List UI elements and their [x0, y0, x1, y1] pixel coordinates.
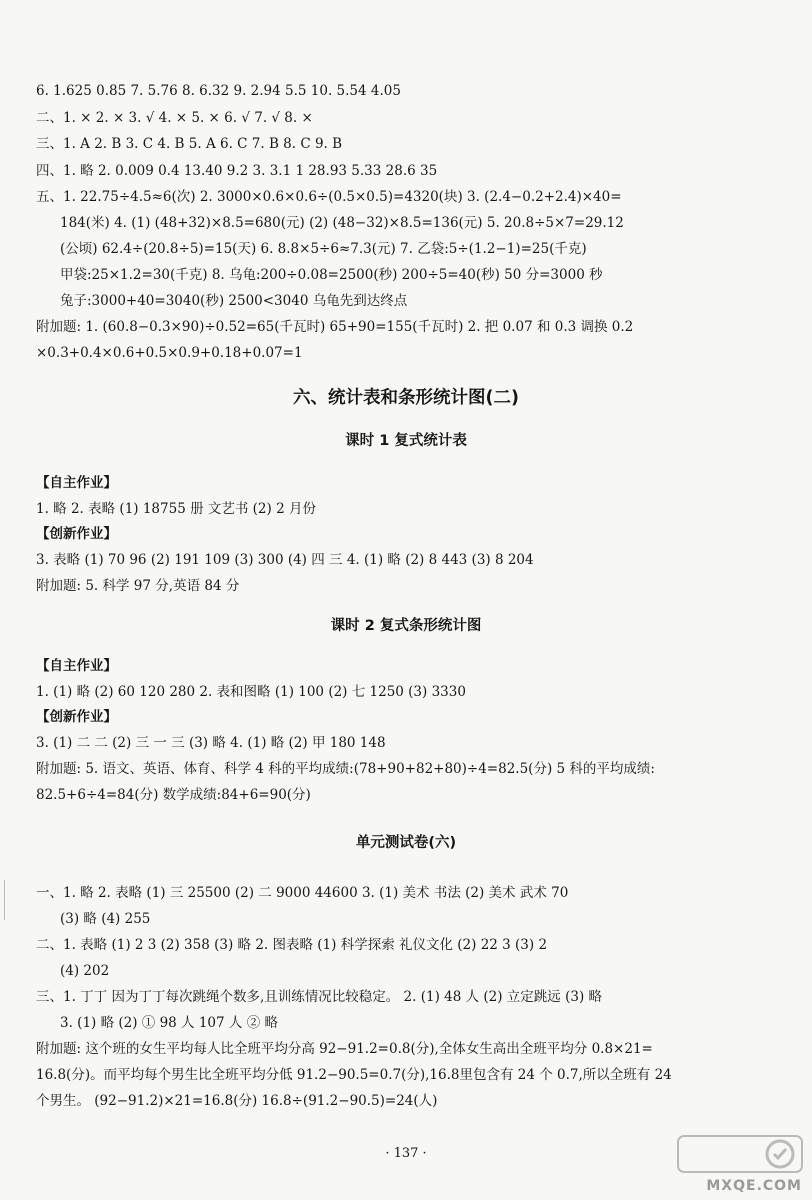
- answer-line: 附加题: 1. (60.8−0.3×90)÷0.52=65(千瓦时) 65+90=155(千瓦时) 2. 把 0.07 和 0.3 调换 0.2: [36, 319, 634, 335]
- section-title: 六、统计表和条形统计图(二): [293, 388, 519, 408]
- answer-line: 个男生。 (92−91.2)×21=16.8(分) 16.8÷(91.2−90.5)=24(人): [36, 1093, 438, 1109]
- answer-line: (公顷) 62.4÷(20.8÷5)=15(天) 6. 8.8×5÷6≈7.3(元) 7. 乙袋:5÷(1.2−1)=25(千克): [60, 241, 587, 257]
- answer-line: 附加题: 5. 语文、英语、体育、科学 4 科的平均成绩:(78+90+82+80)÷4=82.5(分) 5 科的平均成绩:: [36, 761, 655, 777]
- answer-line: 附加题: 5. 科学 97 分,英语 84 分: [36, 578, 240, 594]
- answer-line: (4) 202: [60, 963, 110, 979]
- answer-line: 甲袋:25×1.2=30(千克) 8. 乌龟:200÷0.08=2500(秒) 200÷5=40(秒) 50 分=3000 秒: [60, 267, 603, 283]
- answer-line: 3. 表略 (1) 70 96 (2) 191 109 (3) 300 (4) 四 三 4. (1) 略 (2) 8 443 (3) 8 204: [36, 552, 534, 568]
- answer-line: 附加题: 这个班的女生平均每人比全班平均分高 92−91.2=0.8(分),全体女生高出全班平均分 0.8×21=: [36, 1041, 653, 1057]
- answer-line: 二、1. 表略 (1) 2 3 (2) 358 (3) 略 2. 图表略 (1) 科学探索 礼仪文化 (2) 22 3 (3) 2: [36, 937, 548, 953]
- answer-line: 三、1. 丁丁 因为丁丁每次跳绳个数多,且训练情况比较稳定。 2. (1) 48 人 (2) 立定跳远 (3) 略: [36, 989, 603, 1005]
- section-tag: 【自主作业】: [36, 658, 117, 674]
- answer-line: 二、1. × 2. × 3. √ 4. × 5. × 6. √ 7. √ 8. ×: [36, 110, 313, 126]
- unit-test-title: 单元测试卷(六): [355, 835, 457, 851]
- answer-line: 兔子:3000+40=3040(秒) 2500<3040 乌龟先到达终点: [60, 293, 408, 309]
- answer-line: ×0.3+0.4×0.6+0.5×0.9+0.18+0.07=1: [36, 345, 303, 361]
- answer-line: 82.5+6÷4=84(分) 数学成绩:84+6=90(分): [36, 787, 311, 803]
- answer-line: 三、1. A 2. B 3. C 4. B 5. A 6. C 7. B 8. C 9. B: [36, 136, 343, 152]
- lesson-title: 课时 2 复式条形统计图: [330, 618, 482, 634]
- section-tag: 【创新作业】: [36, 526, 117, 542]
- answer-line: 一、1. 略 2. 表略 (1) 三 25500 (2) 二 9000 44600 3. (1) 美术 书法 (2) 美术 武术 70: [36, 885, 569, 901]
- scan-edge-mark: [4, 880, 5, 920]
- answer-line: 6. 1.625 0.85 7. 5.76 8. 6.32 9. 2.94 5.5 10. 5.5̇4̇ 4.05: [36, 83, 401, 99]
- answer-line: 五、1. 22.75÷4.5≈6(次) 2. 3000×0.6×0.6÷(0.5×0.5)=4320(块) 3. (2.4−0.2+2.4)×40=: [36, 189, 622, 205]
- lesson-title: 课时 1 复式统计表: [345, 433, 467, 449]
- answer-line: 3. (1) 略 (2) ① 98 人 107 人 ② 略: [60, 1015, 278, 1031]
- answer-line: 184(米) 4. (1) (48+32)×8.5=680(元) (2) (48−32)×8.5=136(元) 5. 20.8÷5×7=29.12: [60, 215, 624, 231]
- answer-line: 1. 略 2. 表略 (1) 18755 册 文艺书 (2) 2 月份: [36, 501, 316, 517]
- answer-line: 16.8(分)。而平均每个男生比全班平均分低 91.2−90.5=0.7(分),16.8里包含有 24 个 0.7,所以全班有 24: [36, 1067, 672, 1083]
- answer-line: 3. (1) 二 二 (2) 三 一 三 (3) 略 4. (1) 略 (2) 甲 180 148: [36, 735, 386, 751]
- watermark-text: MXQE.COM: [706, 1178, 802, 1194]
- answer-line: 1. (1) 略 (2) 60 120 280 2. 表和图略 (1) 100 (2) 七 1250 (3) 3330: [36, 684, 466, 700]
- page-number: · 137 ·: [385, 1146, 427, 1161]
- section-tag: 【创新作业】: [36, 709, 117, 725]
- answer-line: 四、1. 略 2. 0.009 0.4 13.40 9.2 3. 3.1 1 28.93 5.33 28.6 35: [36, 163, 438, 179]
- section-tag: 【自主作业】: [36, 475, 117, 491]
- answer-line: (3) 略 (4) 255: [60, 911, 151, 927]
